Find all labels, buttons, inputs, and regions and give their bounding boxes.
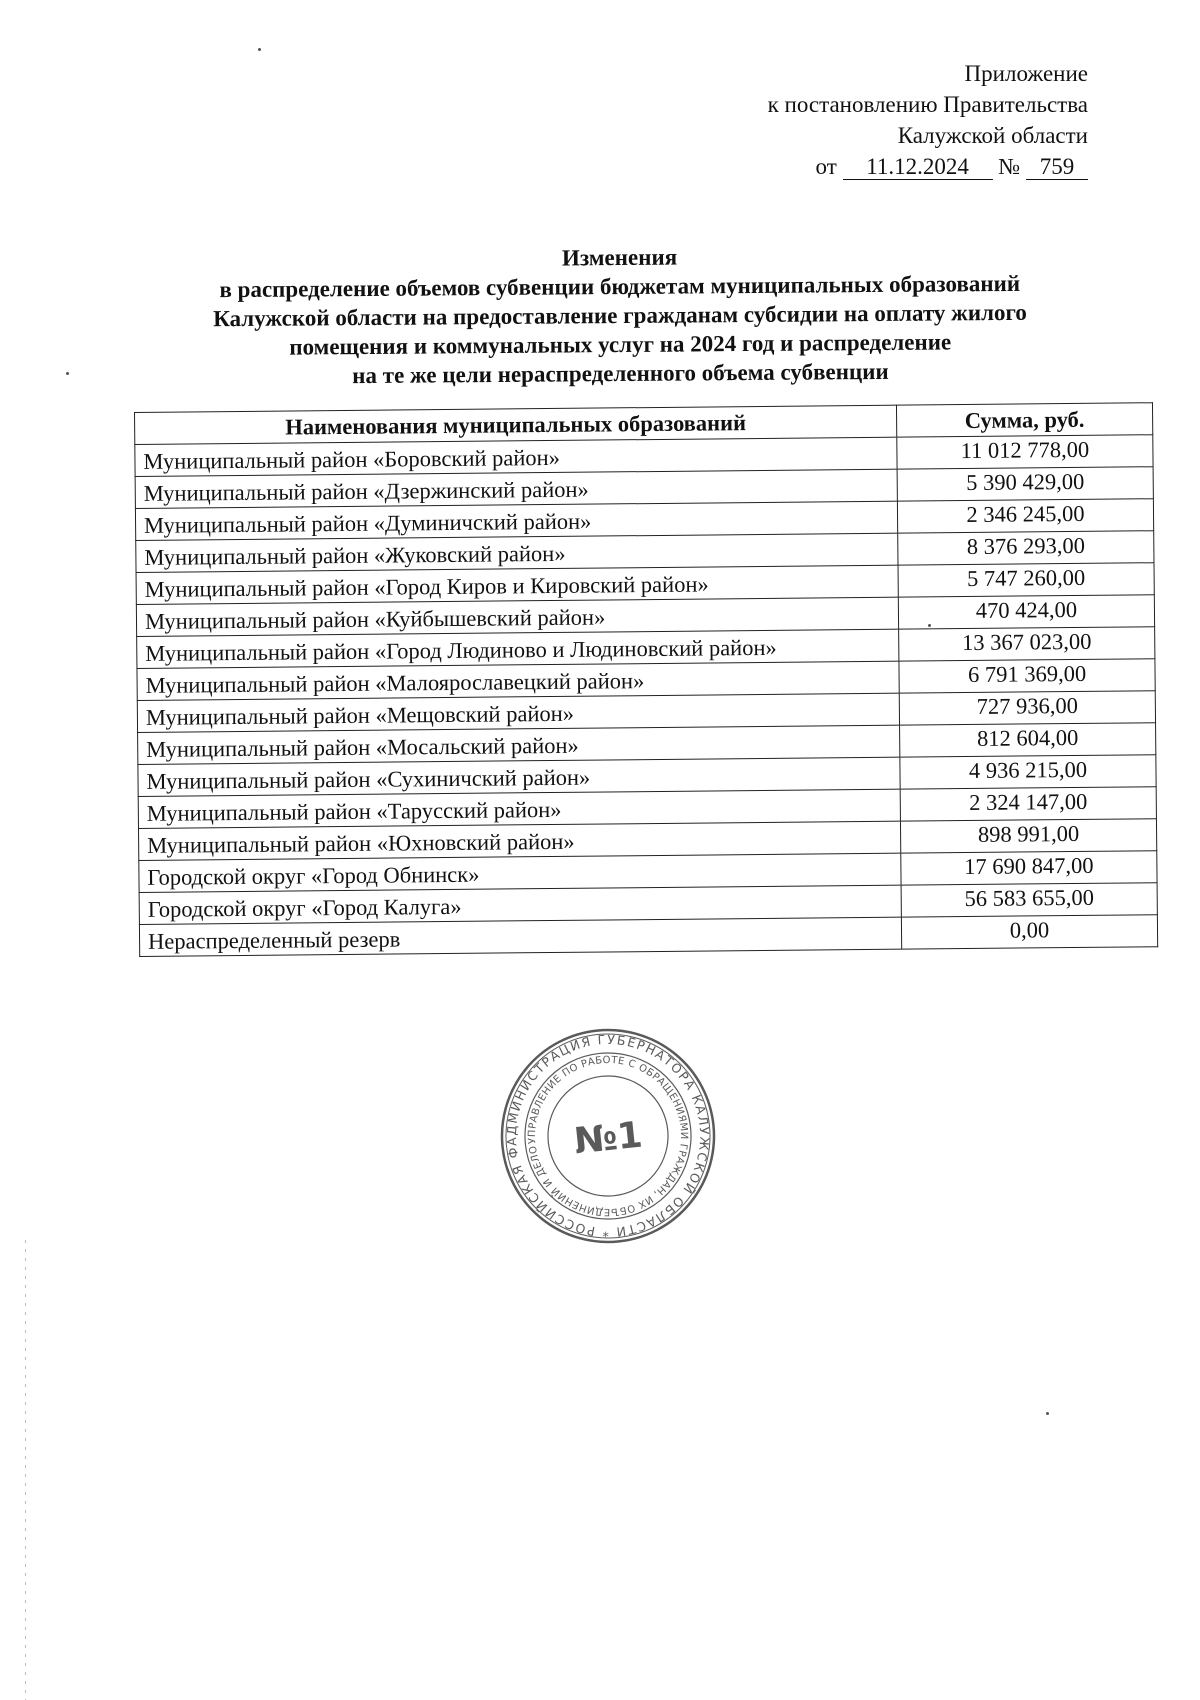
municipality-name: Муниципальный район «Жуковский район» xyxy=(136,533,898,572)
date-prefix: от xyxy=(815,154,837,179)
subsidy-amount: 5 747 260,00 xyxy=(898,563,1154,597)
stamp-center-number: №1 xyxy=(572,1114,645,1163)
distribution-table xyxy=(134,402,1158,957)
appendix-resolution-line: к постановлению Правительства xyxy=(767,92,1088,117)
subsidy-amount: 17 690 847,00 xyxy=(901,851,1157,885)
municipality-name: Нераспределенный резерв xyxy=(139,917,901,956)
subsidy-amount: 727 936,00 xyxy=(899,691,1155,725)
stamp-seal-icon xyxy=(487,1015,729,1257)
municipality-name: Муниципальный район «Тарусский район» xyxy=(138,789,900,828)
table-body xyxy=(135,435,1158,957)
official-stamp xyxy=(487,1015,729,1257)
resolution-number: 759 xyxy=(1026,155,1088,180)
scan-speck xyxy=(66,372,69,375)
scan-edge-artifact xyxy=(25,1240,26,1700)
municipality-name: Муниципальный район «Мещовский район» xyxy=(137,693,899,732)
appendix-header xyxy=(668,58,1088,182)
stamp-outer-text: АДМИНИСТРАЦИЯ ГУБЕРНАТОРА КАЛУЖСКОЙ ОБЛАСТИ * РОССИЙСКАЯ ФЕДЕРАЦИЯ * xyxy=(487,1025,713,1241)
municipality-name: Муниципальный район «Мосальский район» xyxy=(138,725,900,764)
title-line-1: Изменения xyxy=(561,244,678,271)
municipality-name: Городской округ «Город Калуга» xyxy=(139,885,901,924)
stamp-inner-text: УПРАВЛЕНИЕ ПО РАБОТЕ С ОБРАЩЕНИЯМИ ГРАЖДАН, ИХ ОБЪЕДИНЕНИЙ И ДЕЛОПРОИЗВОДСТВУ * xyxy=(487,1029,690,1218)
appendix-region-line: Калужской области xyxy=(897,123,1088,148)
resolution-date: 11.12.2024 xyxy=(843,155,993,180)
subsidy-amount: 470 424,00 xyxy=(898,595,1154,629)
column-header-sum: Сумма, руб. xyxy=(896,403,1152,437)
subsidy-amount: 4 936 215,00 xyxy=(900,755,1156,789)
subsidy-amount: 898 991,00 xyxy=(900,819,1156,853)
subsidy-amount: 812 604,00 xyxy=(900,723,1156,757)
title-line-5: на те же цели нераспределенного объема субвенции xyxy=(352,358,889,389)
subsidy-amount: 8 376 293,00 xyxy=(898,531,1154,565)
municipality-name: Муниципальный район «Думиничский район» xyxy=(135,501,897,540)
subsidy-amount: 13 367 023,00 xyxy=(899,627,1155,661)
column-header-name: Наименования муниципальных образований xyxy=(135,405,897,444)
distribution-table-wrap xyxy=(134,402,1157,957)
subsidy-amount: 2 346 245,00 xyxy=(897,499,1153,533)
number-sign: № xyxy=(998,154,1021,179)
scan-speck xyxy=(1046,1412,1049,1415)
subsidy-amount: 11 012 778,00 xyxy=(897,435,1153,469)
subsidy-amount: 56 583 655,00 xyxy=(901,883,1157,917)
scan-speck xyxy=(258,48,261,51)
title-line-2: в распределение объемов субвенции бюджетам муниципальных образований xyxy=(219,270,1021,303)
municipality-name: Муниципальный район «Сухиничский район» xyxy=(138,757,900,796)
municipality-name: Муниципальный район «Боровский район» xyxy=(135,437,897,476)
subsidy-amount: 6 791 369,00 xyxy=(899,659,1155,693)
document-title xyxy=(139,239,1100,392)
appendix-label: Приложение xyxy=(964,61,1088,86)
municipality-name: Муниципальный район «Город Людиново и Людиновский район» xyxy=(137,629,899,668)
title-line-3: Калужской области на предоставление гражданам субсидии на оплату жилого xyxy=(213,299,1027,332)
municipality-name: Муниципальный район «Юхновский район» xyxy=(138,821,900,860)
scan-speck xyxy=(928,624,931,627)
title-line-4: помещения и коммунальных услуг на 2024 год и распределение xyxy=(289,329,952,360)
appendix-date-number-line xyxy=(668,151,1088,182)
subsidy-amount: 0,00 xyxy=(901,915,1157,949)
subsidy-amount: 2 324 147,00 xyxy=(900,787,1156,821)
municipality-name: Городской округ «Город Обнинск» xyxy=(139,853,901,892)
municipality-name: Муниципальный район «Малоярославецкий район» xyxy=(137,661,899,700)
municipality-name: Муниципальный район «Куйбышевский район» xyxy=(136,597,898,636)
subsidy-amount: 5 390 429,00 xyxy=(897,467,1153,501)
municipality-name: Муниципальный район «Город Киров и Кировский район» xyxy=(136,565,898,604)
municipality-name: Муниципальный район «Дзержинский район» xyxy=(135,469,897,508)
